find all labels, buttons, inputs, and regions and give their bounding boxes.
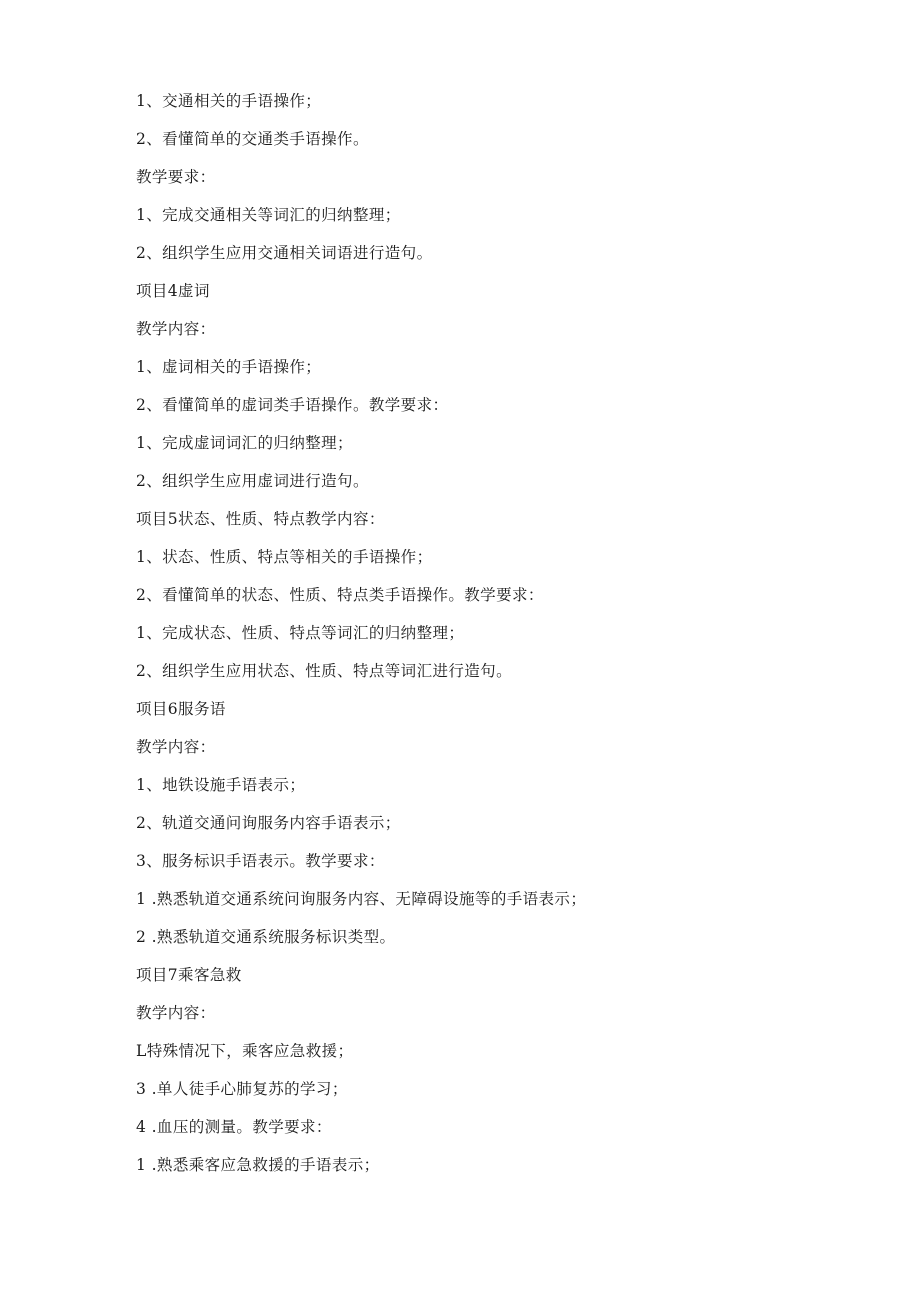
project-heading: 项目4虚词 — [136, 282, 210, 300]
section-label: 教学内容： — [136, 738, 216, 756]
text-line: 1 .熟悉乘客应急救援的手语表示； — [136, 1156, 380, 1174]
text-line: 2、组织学生应用状态、性质、特点等词汇进行造句。 — [136, 662, 512, 680]
text-line: 2、看懂简单的虚词类手语操作。教学要求： — [136, 396, 449, 414]
text-line: 2 .熟悉轨道交通系统服务标识类型。 — [136, 928, 396, 946]
project-heading: 项目7乘客急救 — [136, 966, 242, 984]
text-line: 3 .单人徒手心肺复苏的学习； — [136, 1080, 348, 1098]
text-line: 1 .熟悉轨道交通系统问询服务内容、无障碍设施等的手语表示； — [136, 890, 587, 908]
document-body — [136, 88, 856, 1190]
text-line: 3、服务标识手语表示。教学要求： — [136, 852, 385, 870]
section-label: 教学内容： — [136, 320, 216, 338]
project-heading: 项目6服务语 — [136, 700, 226, 718]
section-label: 教学内容： — [136, 1004, 216, 1022]
section-label: 教学要求： — [136, 168, 216, 186]
text-line: L特殊情况下，乘客应急救援； — [136, 1042, 354, 1060]
text-line: 2、轨道交通问询服务内容手语表示； — [136, 814, 401, 832]
text-line: 1、状态、性质、特点等相关的手语操作； — [136, 548, 433, 566]
text-line: 1、完成状态、性质、特点等词汇的归纳整理； — [136, 624, 465, 642]
text-line: 2、看懂简单的状态、性质、特点类手语操作。教学要求： — [136, 586, 544, 604]
text-line: 1、交通相关的手语操作； — [136, 92, 322, 110]
text-line: 2、组织学生应用交通相关词语进行造句。 — [136, 244, 433, 262]
text-line: 2、看懂简单的交通类手语操作。 — [136, 130, 369, 148]
text-line: 1、完成虚词词汇的归纳整理； — [136, 434, 353, 452]
text-line: 4 .血压的测量。教学要求： — [136, 1118, 332, 1136]
text-line: 1、完成交通相关等词汇的归纳整理； — [136, 206, 401, 224]
project-heading: 项目5状态、性质、特点教学内容： — [136, 510, 385, 528]
text-line: 1、虚词相关的手语操作； — [136, 358, 322, 376]
text-line: 2、组织学生应用虚词进行造句。 — [136, 472, 369, 490]
text-line: 1、地铁设施手语表示； — [136, 776, 306, 794]
